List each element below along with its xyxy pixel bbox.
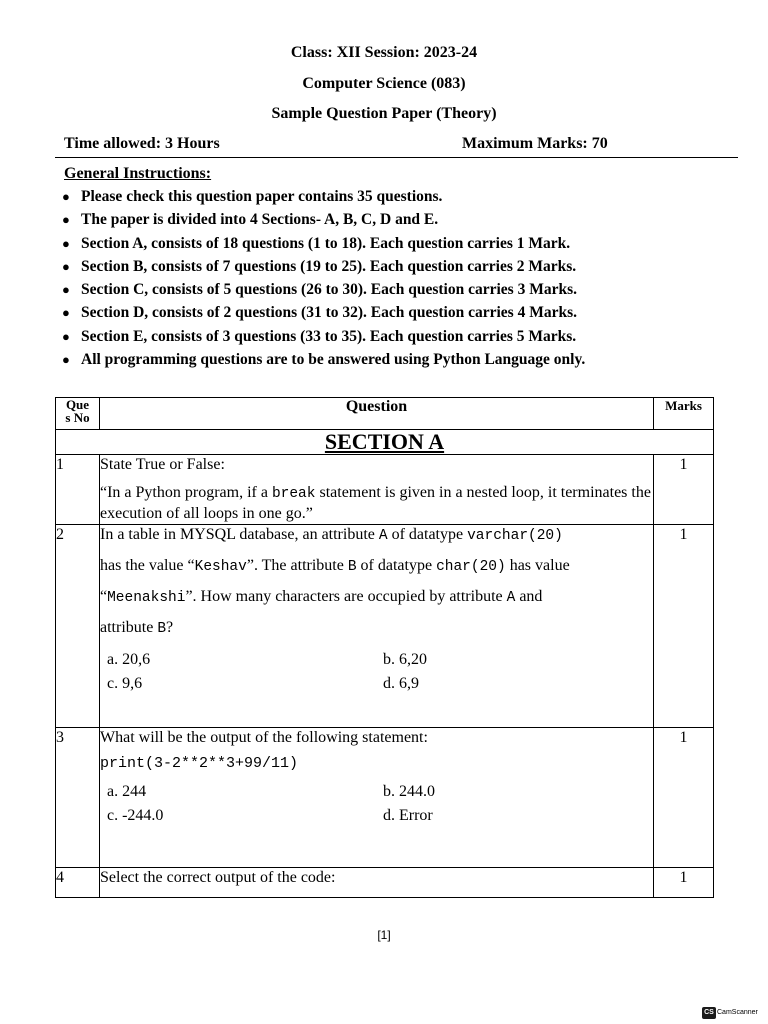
time-marks-row bbox=[64, 134, 738, 154]
instruction-item: ● Please check this question paper contains 35 questions. bbox=[60, 185, 585, 208]
question-number: 1 bbox=[56, 455, 100, 525]
page-number: [1] bbox=[377, 928, 391, 942]
time-allowed: Time allowed: 3 Hours bbox=[64, 135, 220, 152]
question-number: 3 bbox=[56, 728, 100, 868]
instruction-item: ● The paper is divided into 4 Sections- A, B, C, D and E. bbox=[60, 208, 585, 231]
question-text: State True or False: “In a Python program, if a break statement is given in a nested loop, it terminates the execution of all loops in one go.” bbox=[100, 455, 654, 525]
table-row bbox=[56, 455, 714, 525]
option-a: a. 244 bbox=[107, 783, 147, 800]
paper-type-heading: Sample Question Paper (Theory) bbox=[271, 105, 497, 122]
section-a-title: SECTION A bbox=[56, 430, 714, 455]
option-d: d. 6,9 bbox=[383, 675, 419, 692]
table-row bbox=[56, 868, 714, 898]
instruction-item: ● Section B, consists of 7 questions (19 to 25). Each question carries 2 Marks. bbox=[60, 255, 585, 278]
option-c: c. 9,6 bbox=[107, 675, 143, 692]
header-divider bbox=[55, 157, 738, 158]
question-table bbox=[55, 397, 714, 898]
question-text: Select the correct output of the code: bbox=[100, 868, 654, 898]
maximum-marks: Maximum Marks: 70 bbox=[462, 135, 608, 152]
question-text: What will be the output of the following statement: print(3-2**2**3+99/11) a. 244 b. 244.0 c. -244.0 d. Error bbox=[100, 728, 654, 868]
question-quote: “In a Python program, if a break statement is given in a nested loop, it terminates the execution of all loops in one go.” bbox=[100, 484, 651, 522]
table-row bbox=[56, 728, 714, 868]
code-keyword: break bbox=[271, 486, 316, 502]
subject-heading: Computer Science (083) bbox=[302, 75, 466, 92]
bullet-icon: ● bbox=[62, 352, 70, 368]
code-statement: print(3-2**2**3+99/11) bbox=[100, 755, 299, 772]
option-b: b. 244.0 bbox=[383, 783, 435, 800]
table-header-row bbox=[56, 398, 714, 430]
instruction-item: ● Section E, consists of 3 questions (33 to 35). Each question carries 5 Marks. bbox=[60, 325, 585, 348]
header-question-number: Que s No bbox=[56, 398, 100, 430]
bullet-icon: ● bbox=[62, 258, 70, 274]
section-row bbox=[56, 430, 714, 455]
instructions-list bbox=[60, 185, 585, 371]
options-grid bbox=[107, 780, 653, 828]
camscanner-watermark: CS CamScanner bbox=[702, 1007, 758, 1019]
options-grid bbox=[107, 648, 653, 696]
class-session-heading: Class: XII Session: 2023-24 bbox=[290, 44, 478, 61]
general-instructions-title: General Instructions: bbox=[64, 165, 212, 182]
question-text bbox=[100, 525, 654, 728]
option-d: d. Error bbox=[383, 807, 433, 824]
question-marks: 1 bbox=[654, 455, 714, 525]
bullet-icon: ● bbox=[62, 235, 70, 251]
question-marks: 1 bbox=[654, 868, 714, 898]
question-marks: 1 bbox=[654, 525, 714, 728]
table-row bbox=[56, 525, 714, 728]
question-number: 4 bbox=[56, 868, 100, 898]
bullet-icon: ● bbox=[62, 189, 70, 204]
instruction-item: ● Section D, consists of 2 questions (31 to 32). Each question carries 4 Marks. bbox=[60, 301, 585, 324]
bullet-icon: ● bbox=[62, 328, 70, 344]
bullet-icon: ● bbox=[62, 212, 70, 228]
option-c: c. -244.0 bbox=[107, 807, 164, 824]
bullet-icon: ● bbox=[62, 282, 70, 298]
header-question: Question bbox=[100, 398, 654, 430]
instruction-item: ● All programming questions are to be answered using Python Language only. bbox=[60, 348, 585, 371]
option-b: b. 6,20 bbox=[383, 651, 427, 668]
instruction-item: ● Section C, consists of 5 questions (26 to 30). Each question carries 3 Marks. bbox=[60, 278, 585, 301]
question-marks: 1 bbox=[654, 728, 714, 868]
instruction-item: ● Section A, consists of 18 questions (1 to 18). Each question carries 1 Mark. bbox=[60, 232, 585, 255]
camscanner-logo-icon: CS bbox=[702, 1007, 716, 1019]
question-body: In a table in MYSQL database, an attribute A of datatype varchar(20) has the value “Keshav”. The attribute B of datatype char(20) has value “Meenakshi”. How many characters are occupied by attribute A and attribute B? bbox=[100, 526, 570, 637]
bullet-icon: ● bbox=[62, 305, 70, 321]
question-number: 2 bbox=[56, 525, 100, 728]
option-a: a. 20,6 bbox=[107, 651, 151, 668]
header-marks: Marks bbox=[654, 398, 714, 430]
